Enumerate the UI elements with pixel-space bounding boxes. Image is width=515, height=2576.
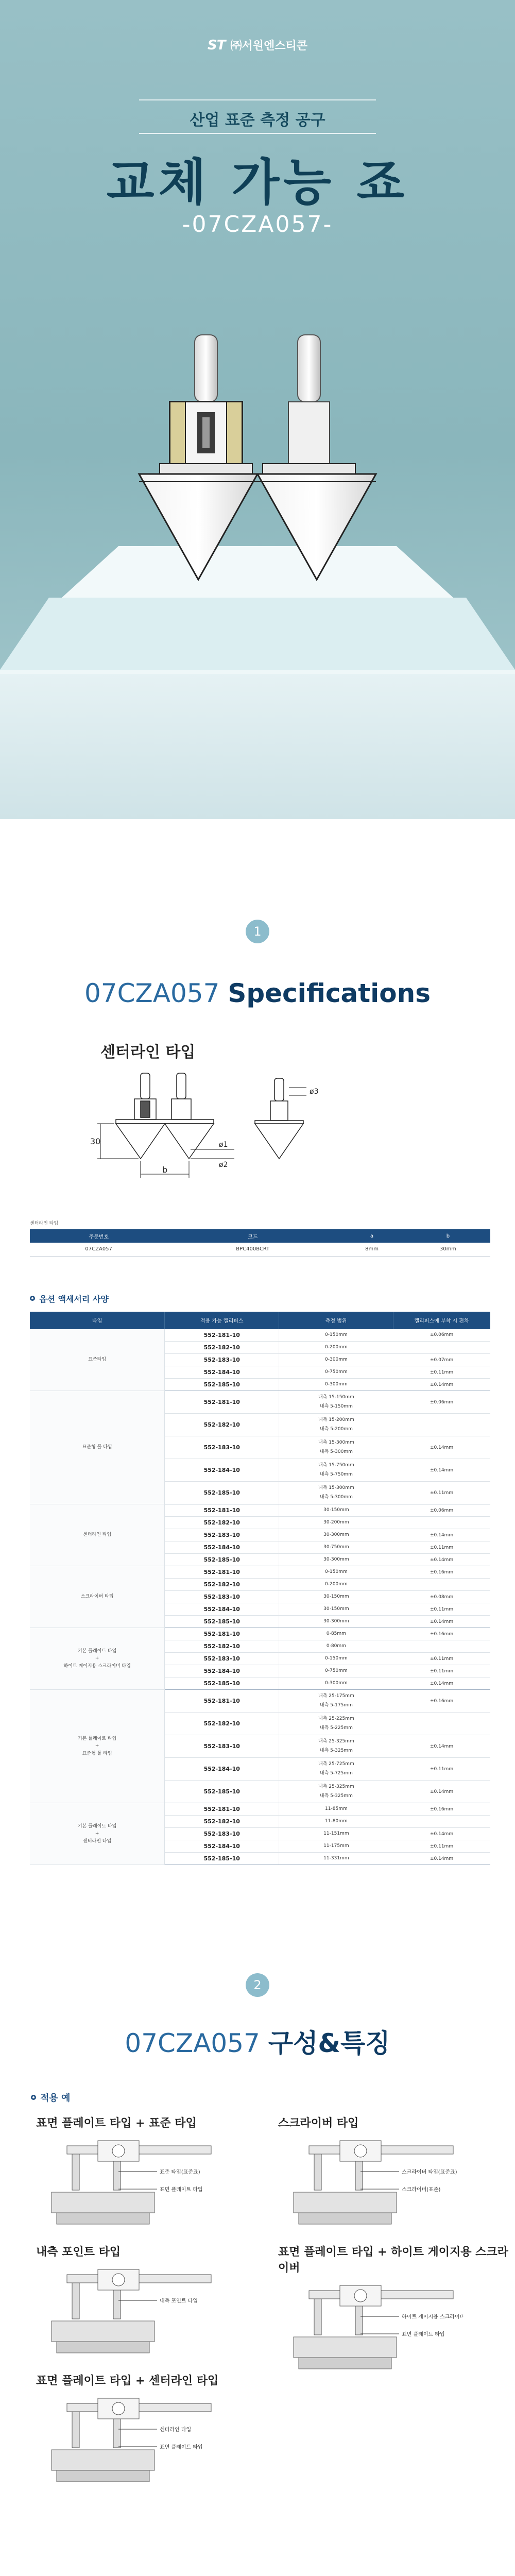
bullet-icon xyxy=(30,1296,35,1301)
option-type-cell: 기본 플레이트 타입 + 표준형 폴 타입 xyxy=(30,1690,165,1803)
option-deviation-cell: ±0.11mm xyxy=(393,1840,490,1853)
option-deviation-cell xyxy=(393,1579,490,1591)
option-range-cell: 0-300mm xyxy=(279,1677,393,1690)
option-type-cell: 기본 플레이트 타입 + 센터라인 타입 xyxy=(30,1803,165,1865)
feature-item xyxy=(278,2243,515,2375)
option-deviation-cell: ±0.11mm xyxy=(393,1665,490,1677)
hero-divider-top xyxy=(139,99,376,100)
option-model-cell: 552-183-10 xyxy=(165,1591,279,1603)
option-range-cell: 11-151mm xyxy=(279,1828,393,1840)
option-model-cell: 552-181-10 xyxy=(165,1329,279,1342)
feature-callout: 표면 플레이트 타입 xyxy=(160,2187,203,2193)
caliper-usage-illustration xyxy=(36,2393,221,2486)
option-model-cell: 552-185-10 xyxy=(165,1781,279,1803)
feature-callout: 스크라이버 타입(표준죠) xyxy=(402,2170,457,2175)
features-subtitle-text: 적용 예 xyxy=(40,2093,71,2104)
option-header-cell: 타입 xyxy=(30,1312,165,1329)
option-range-cell: 11-175mm xyxy=(279,1840,393,1853)
option-range-cell: 30-150mm xyxy=(279,1591,393,1603)
option-model-cell: 552-181-10 xyxy=(165,1690,279,1713)
option-model-cell: 552-184-10 xyxy=(165,1603,279,1616)
option-type-cell: 기본 플레이트 타입 + 하이트 게이지용 스크라이버 타입 xyxy=(30,1628,165,1690)
option-deviation-cell xyxy=(393,1816,490,1828)
option-model-cell: 552-184-10 xyxy=(165,1459,279,1482)
option-range-cell: 내측 25-225mm 내측 5-225mm xyxy=(279,1713,393,1735)
table-row xyxy=(30,1803,490,1816)
option-deviation-cell: ±0.11mm xyxy=(393,1482,490,1504)
dim-30: 30 xyxy=(90,1137,101,1146)
features-subtitle xyxy=(31,2091,515,2104)
option-model-cell: 552-185-10 xyxy=(165,1554,279,1566)
option-type-cell: 표준타입 xyxy=(30,1329,165,1391)
option-range-cell: 30-300mm xyxy=(279,1529,393,1541)
option-range-cell: 내측 25-325mm 내측 5-325mm xyxy=(279,1781,393,1803)
option-model-cell: 552-182-10 xyxy=(165,1713,279,1735)
option-range-cell: 0-750mm xyxy=(279,1665,393,1677)
option-deviation-cell: ±0.14mm xyxy=(393,1828,490,1840)
feature-label: 표면 플레이트 타입 + 센터라인 타입 xyxy=(36,2375,219,2387)
option-model-cell: 552-182-10 xyxy=(165,1414,279,1436)
spec-table-label: 센터라인 타입 xyxy=(30,1221,59,1226)
feature-label: 표면 플레이트 타입 + 하이트 게이지용 스크라이버 xyxy=(278,2246,508,2275)
option-deviation-cell: ±0.16mm xyxy=(393,1566,490,1579)
option-deviation-cell: ±0.06mm xyxy=(393,1329,490,1342)
option-model-cell: 552-181-10 xyxy=(165,1566,279,1579)
option-model-cell: 552-185-10 xyxy=(165,1853,279,1865)
option-range-cell: 0-85mm xyxy=(279,1628,393,1640)
section-code-2: 07CZA057 xyxy=(125,2028,260,2058)
option-deviation-cell xyxy=(393,1640,490,1653)
option-model-cell: 552-181-10 xyxy=(165,1391,279,1414)
jaw-product-illustration xyxy=(0,309,515,819)
section-number-2: 2 xyxy=(246,1973,269,1997)
option-model-cell: 552-182-10 xyxy=(165,1517,279,1529)
option-deviation-cell: ±0.14mm xyxy=(393,1853,490,1865)
option-model-cell: 552-183-10 xyxy=(165,1436,279,1459)
hero-code: -07CZA057- xyxy=(182,211,333,238)
table-row xyxy=(30,1566,490,1579)
table-row xyxy=(30,1628,490,1640)
option-range-cell: 0-150mm xyxy=(279,1653,393,1665)
specifications-section xyxy=(0,819,515,1865)
option-range-cell: 0-150mm xyxy=(279,1329,393,1342)
option-deviation-cell xyxy=(393,1414,490,1436)
feature-item xyxy=(36,2114,221,2230)
section-heading-2 xyxy=(0,2023,515,2060)
option-model-cell: 552-185-10 xyxy=(165,1677,279,1690)
section-number-1: 1 xyxy=(246,920,269,943)
option-range-cell: 내측 25-175mm 내측 5-175mm xyxy=(279,1690,393,1713)
options-table xyxy=(30,1312,490,1866)
feature-item xyxy=(36,2243,221,2359)
brand-logo: ST xyxy=(208,37,226,53)
option-deviation-cell xyxy=(393,1342,490,1354)
option-model-cell: 552-181-10 xyxy=(165,1504,279,1517)
option-deviation-cell: ±0.11mm xyxy=(393,1603,490,1616)
option-model-cell: 552-181-10 xyxy=(165,1628,279,1640)
option-model-cell: 552-183-10 xyxy=(165,1735,279,1758)
option-model-cell: 552-182-10 xyxy=(165,1342,279,1354)
features-grid xyxy=(0,2104,515,2496)
brand-header xyxy=(0,37,515,53)
feature-label: 스크라이버 타입 xyxy=(278,2117,359,2130)
option-model-cell: 552-185-10 xyxy=(165,1616,279,1628)
option-range-cell: 0-750mm xyxy=(279,1366,393,1379)
table-row xyxy=(30,1329,490,1342)
option-range-cell: 11-331mm xyxy=(279,1853,393,1865)
feature-item xyxy=(278,2114,464,2230)
option-range-cell: 내측 15-300mm 내측 5-300mm xyxy=(279,1482,393,1504)
hero-title: 교체 가능 죠 xyxy=(106,154,409,211)
option-range-cell: 30-150mm xyxy=(279,1504,393,1517)
option-deviation-cell: ±0.08mm xyxy=(393,1591,490,1603)
option-model-cell: 552-181-10 xyxy=(165,1803,279,1816)
table-row xyxy=(30,1504,490,1517)
option-deviation-cell: ±0.11mm xyxy=(393,1541,490,1554)
option-header-cell: 적용 가능 캘리퍼스 xyxy=(165,1312,279,1329)
spec-table xyxy=(30,1229,490,1257)
feature-callout: 표면 플레이트 타입 xyxy=(160,2445,203,2450)
section-heading-1 xyxy=(0,978,515,1008)
option-range-cell: 0-150mm xyxy=(279,1566,393,1579)
option-deviation-cell: ±0.14mm xyxy=(393,1436,490,1459)
option-header-cell: 측정 범위 xyxy=(279,1312,393,1329)
option-range-cell: 11-80mm xyxy=(279,1816,393,1828)
option-range-cell: 30-150mm xyxy=(279,1603,393,1616)
option-deviation-cell: ±0.11mm xyxy=(393,1653,490,1665)
option-deviation-cell: ±0.16mm xyxy=(393,1690,490,1713)
feature-callout: 스크라이버(표준) xyxy=(402,2187,441,2193)
option-range-cell: 내측 25-325mm 내측 5-325mm xyxy=(279,1735,393,1758)
hero-subtitle: 산업 표준 측정 공구 xyxy=(190,111,325,129)
option-model-cell: 552-184-10 xyxy=(165,1541,279,1554)
option-model-cell: 552-184-10 xyxy=(165,1758,279,1781)
option-deviation-cell: ±0.14mm xyxy=(393,1554,490,1566)
feature-callout: 하이트 게이지용 스크라이버 xyxy=(402,2314,464,2320)
feature-label: 표면 플레이트 타입 + 표준 타입 xyxy=(36,2117,197,2130)
spec-header-cell: 코드 xyxy=(167,1229,338,1243)
option-range-cell: 30-750mm xyxy=(279,1541,393,1554)
option-model-cell: 552-184-10 xyxy=(165,1665,279,1677)
options-title-text: 옵션 액세서리 사양 xyxy=(39,1294,109,1304)
option-deviation-cell: ±0.11mm xyxy=(393,1758,490,1781)
feature-callout: 표준 타입(표준죠) xyxy=(160,2170,200,2175)
option-model-cell: 552-185-10 xyxy=(165,1379,279,1391)
centerline-diagram xyxy=(85,1039,342,1178)
option-range-cell: 0-200mm xyxy=(279,1579,393,1591)
option-deviation-cell: ±0.14mm xyxy=(393,1529,490,1541)
table-row xyxy=(30,1391,490,1414)
section-title-2: 구성&특징 xyxy=(268,2028,390,2058)
feature-label: 내측 포인트 타입 xyxy=(36,2246,121,2259)
bullet-icon xyxy=(31,2095,36,2100)
option-deviation-cell: ±0.06mm xyxy=(393,1391,490,1414)
option-range-cell: 내측 15-150mm 내측 5-150mm xyxy=(279,1391,393,1414)
option-range-cell: 내측 15-750mm 내측 5-750mm xyxy=(279,1459,393,1482)
dim-d2: ø2 xyxy=(219,1161,228,1169)
option-model-cell: 552-183-10 xyxy=(165,1653,279,1665)
caliper-usage-illustration xyxy=(278,2136,464,2228)
option-type-cell: 센터라인 타입 xyxy=(30,1504,165,1566)
option-range-cell: 0-80mm xyxy=(279,1640,393,1653)
caliper-usage-illustration xyxy=(36,2264,221,2357)
option-range-cell: 0-200mm xyxy=(279,1342,393,1354)
option-deviation-cell: ±0.14mm xyxy=(393,1677,490,1690)
option-model-cell: 552-183-10 xyxy=(165,1828,279,1840)
spec-header-cell: b xyxy=(406,1229,490,1243)
feature-item xyxy=(36,2372,221,2488)
option-model-cell: 552-184-10 xyxy=(165,1366,279,1379)
features-section xyxy=(0,1865,515,2496)
table-row xyxy=(30,1243,490,1256)
option-type-cell: 표준형 폴 타입 xyxy=(30,1391,165,1504)
option-range-cell: 내측 25-725mm 내측 5-725mm xyxy=(279,1758,393,1781)
option-model-cell: 552-182-10 xyxy=(165,1579,279,1591)
spec-header-cell: 주문번호 xyxy=(30,1229,167,1243)
option-range-cell: 내측 15-200mm 내측 5-200mm xyxy=(279,1414,393,1436)
feature-callout: 표면 플레이트 타입 xyxy=(402,2332,445,2337)
option-deviation-cell xyxy=(393,1713,490,1735)
option-model-cell: 552-182-10 xyxy=(165,1640,279,1653)
option-deviation-cell: ±0.07mm xyxy=(393,1354,490,1366)
option-deviation-cell: ±0.06mm xyxy=(393,1504,490,1517)
hero-divider-bottom xyxy=(139,133,376,134)
option-deviation-cell: ±0.14mm xyxy=(393,1781,490,1803)
option-deviation-cell: ±0.16mm xyxy=(393,1628,490,1640)
spec-cell: 30mm xyxy=(406,1243,490,1256)
dim-d1: ø1 xyxy=(219,1141,228,1149)
option-range-cell: 0-300mm xyxy=(279,1379,393,1391)
options-title xyxy=(30,1293,515,1304)
spec-header-cell: a xyxy=(338,1229,406,1243)
dim-b: b xyxy=(162,1165,168,1175)
option-deviation-cell: ±0.14mm xyxy=(393,1459,490,1482)
feature-callout: 센터라인 타입 xyxy=(160,2427,192,2433)
brand-name: ㈜서원엔스티콘 xyxy=(230,40,307,53)
spec-cell: 07CZA057 xyxy=(30,1243,167,1256)
table-row xyxy=(30,1690,490,1713)
option-deviation-cell: ±0.11mm xyxy=(393,1366,490,1379)
option-range-cell: 30-300mm xyxy=(279,1554,393,1566)
option-deviation-cell xyxy=(393,1517,490,1529)
option-model-cell: 552-183-10 xyxy=(165,1529,279,1541)
option-model-cell: 552-182-10 xyxy=(165,1816,279,1828)
section-code-1: 07CZA057 xyxy=(84,978,220,1008)
centerline-drawing xyxy=(85,1067,342,1180)
option-range-cell: 30-200mm xyxy=(279,1517,393,1529)
option-range-cell: 내측 15-300mm 내측 5-300mm xyxy=(279,1436,393,1459)
spec-cell: BPC400BCRT xyxy=(167,1243,338,1256)
option-deviation-cell: ±0.16mm xyxy=(393,1803,490,1816)
dim-d3: ø3 xyxy=(310,1088,319,1096)
spec-cell: 8mm xyxy=(338,1243,406,1256)
section-title-1: Specifications xyxy=(228,978,431,1008)
option-header-cell: 캘리퍼스에 부착 시 편차 xyxy=(393,1312,490,1329)
option-deviation-cell: ±0.14mm xyxy=(393,1379,490,1391)
diagram-label: 센터라인 타입 xyxy=(100,1043,196,1061)
feature-callout: 내측 포인트 타입 xyxy=(160,2298,198,2304)
option-type-cell: 스크라이버 타입 xyxy=(30,1566,165,1628)
option-deviation-cell: ±0.14mm xyxy=(393,1616,490,1628)
option-range-cell: 30-300mm xyxy=(279,1616,393,1628)
option-range-cell: 11-85mm xyxy=(279,1803,393,1816)
option-deviation-cell: ±0.14mm xyxy=(393,1735,490,1758)
option-model-cell: 552-185-10 xyxy=(165,1482,279,1504)
option-model-cell: 552-184-10 xyxy=(165,1840,279,1853)
option-range-cell: 0-300mm xyxy=(279,1354,393,1366)
hero-banner xyxy=(0,0,515,819)
caliper-usage-illustration xyxy=(36,2136,221,2228)
option-model-cell: 552-183-10 xyxy=(165,1354,279,1366)
caliper-usage-illustration xyxy=(278,2280,464,2373)
